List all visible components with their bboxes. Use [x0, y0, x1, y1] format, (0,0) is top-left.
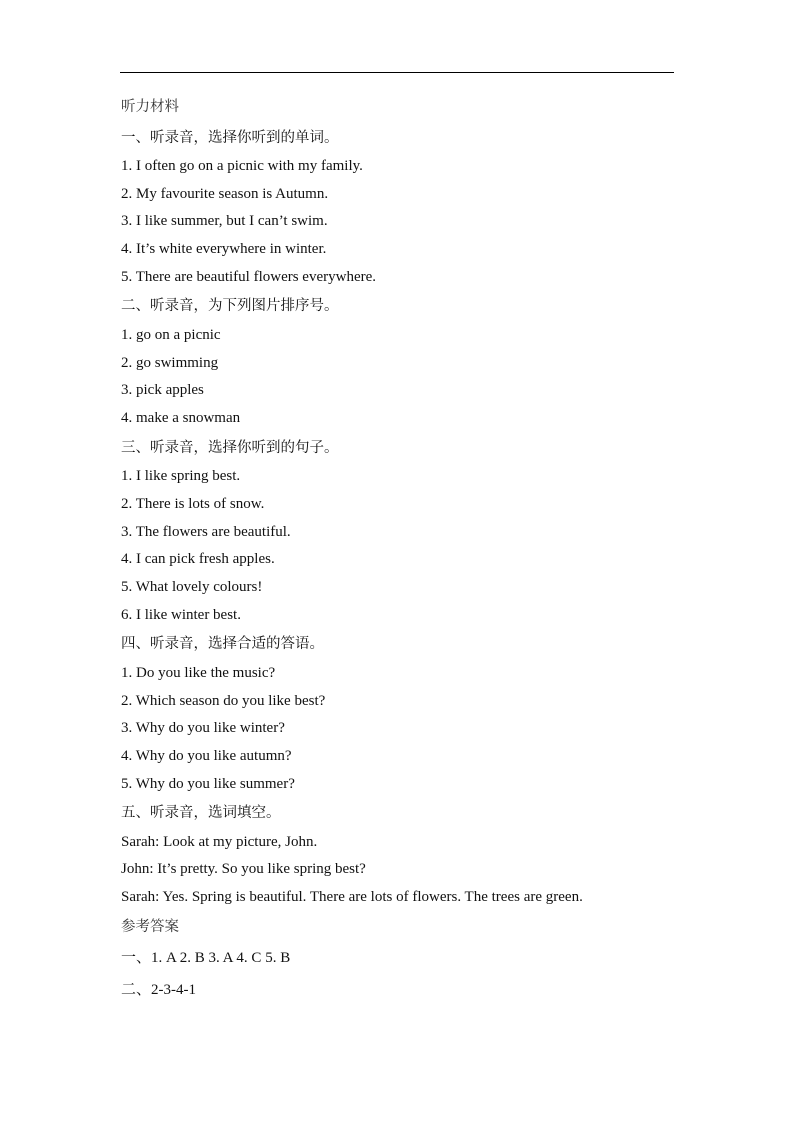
list-item: 4. I can pick fresh apples. — [121, 551, 275, 568]
section-heading: 四、听录音，选择合适的答语。 — [121, 636, 324, 653]
list-item: 1. I like spring best. — [121, 468, 241, 485]
section-heading: 二、听录音，为下列图片排序号。 — [121, 298, 339, 315]
list-item: 2. Which season do you like best? — [121, 692, 326, 709]
document-title: 听力材料 — [121, 99, 179, 115]
section-heading: 三、听录音，选择你听到的句子。 — [121, 439, 339, 456]
list-item: 1. go on a picnic — [121, 326, 221, 343]
list-item: 3. Why do you like winter? — [121, 720, 285, 737]
section-heading: 五、听录音，选词填空。 — [121, 805, 281, 822]
list-item: 3. I like summer, but I can’t swim. — [121, 213, 328, 230]
list-item: Sarah: Look at my picture, John. — [121, 833, 318, 850]
answers-heading: 参考答案 — [121, 918, 179, 935]
header-rule — [120, 72, 674, 73]
list-item: 3. The flowers are beautiful. — [121, 523, 291, 540]
list-item: 4. Why do you like autumn? — [121, 747, 292, 764]
answer-item: 一、1. A 2. B 3. A 4. C 5. B — [121, 950, 291, 967]
section-heading: 一、听录音，选择你听到的单词。 — [121, 129, 339, 146]
list-item: 2. My favourite season is Autumn. — [121, 185, 329, 202]
list-item: 5. Why do you like summer? — [121, 775, 295, 792]
list-item: 3. pick apples — [121, 382, 204, 399]
list-item: 1. Do you like the music? — [121, 664, 276, 681]
list-item: Sarah: Yes. Spring is beautiful. There are lots of flowers. The trees are green. — [121, 889, 583, 906]
list-item: 6. I like winter best. — [121, 606, 241, 623]
list-item: 5. There are beautiful flowers everywhere. — [121, 268, 377, 285]
list-item: 2. There is lots of snow. — [121, 495, 265, 512]
list-item: 2. go swimming — [121, 354, 219, 371]
document-body — [121, 92, 681, 1006]
list-item: 1. I often go on a picnic with my family. — [121, 158, 363, 174]
list-item: John: It’s pretty. So you like spring best? — [121, 861, 366, 878]
answer-item: 二、2-3-4-1 — [121, 982, 196, 999]
list-item: 5. What lovely colours! — [121, 578, 263, 595]
list-item: 4. make a snowman — [121, 410, 241, 426]
list-item: 4. It’s white everywhere in winter. — [121, 241, 327, 258]
